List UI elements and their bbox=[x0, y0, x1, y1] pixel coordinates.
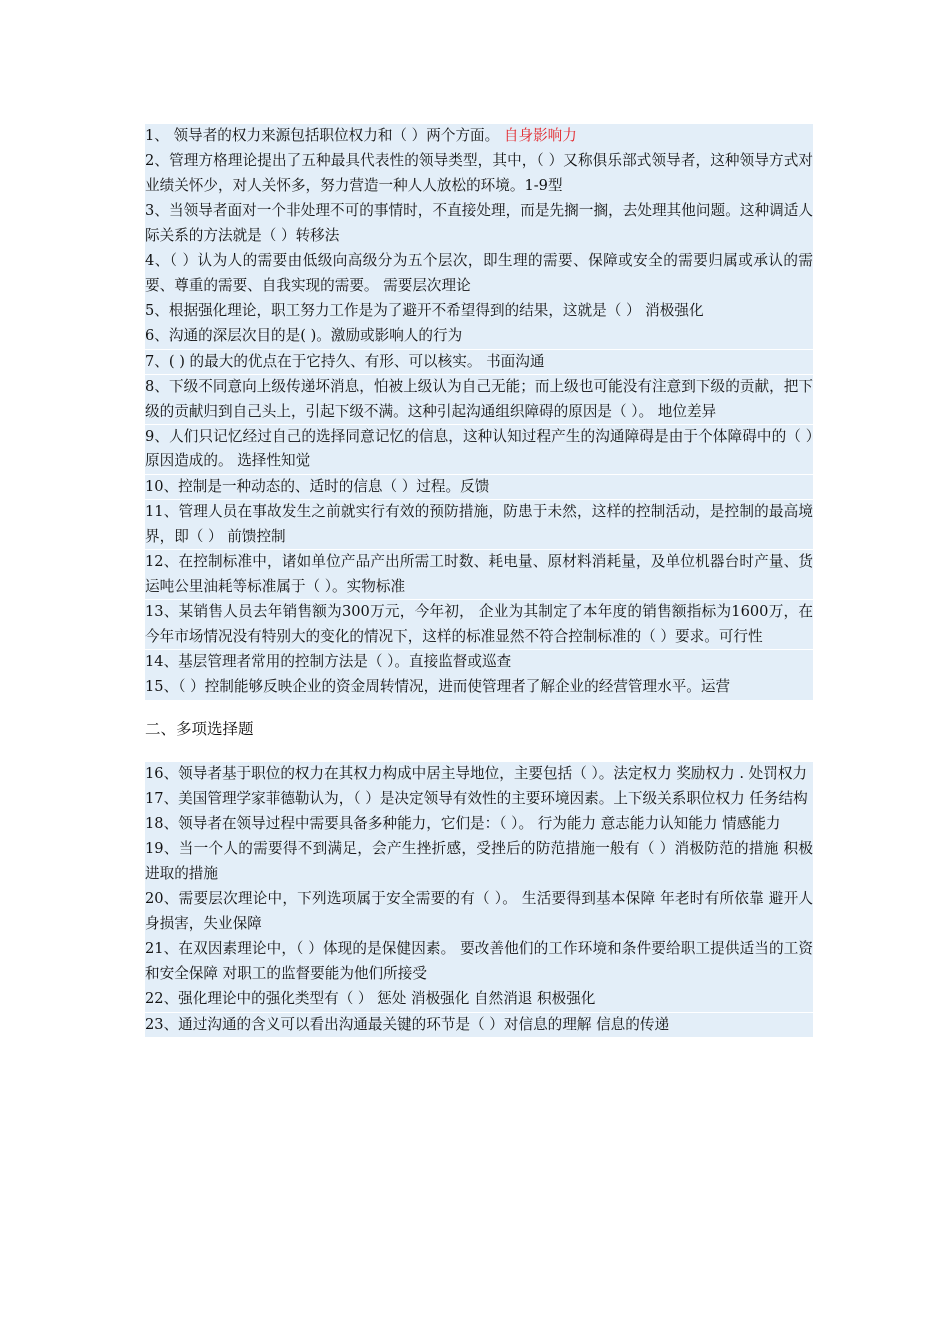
question-answer: 法定权力 奖励权力 . 处罚权力 bbox=[613, 764, 808, 782]
question-number: 8、 bbox=[145, 377, 169, 395]
question-text: 根据强化理论，职工努力工作是为了避开不希望得到的结果，这就是（ ） bbox=[168, 302, 646, 320]
question-text: 沟通的深层次目的是( )。 bbox=[168, 327, 331, 345]
question-number: 14、 bbox=[145, 652, 179, 670]
question-text: 强化理论中的强化类型有（ ） bbox=[178, 990, 378, 1008]
question-text: 在控制标准中，诸如单位产品产出所需工时数、耗电量、原材料消耗量，及单位机器台时产量、货运吨公里油耗等标准属于（ ）。 bbox=[145, 552, 813, 595]
question-text: 管理方格理论提出了五种最具代表性的领导类型，其中，（ ）又称俱乐部式领导者，这种领导方式对业绩关怀少，对人关怀多，努力营造一种人人放松的环境。 bbox=[145, 152, 814, 194]
question-number: 23、 bbox=[145, 1015, 179, 1033]
question-answer: 惩处 消极强化 自然消退 积极强化 bbox=[377, 990, 596, 1008]
question-13 bbox=[145, 600, 813, 650]
question-text: 需要层次理论中，下列选项属于安全需要的有（ ）。 bbox=[178, 890, 522, 908]
question-14 bbox=[145, 650, 813, 675]
question-10 bbox=[145, 475, 813, 500]
question-text: 领导者的权力来源包括职位权力和（ ）两个方面。 bbox=[168, 127, 504, 144]
question-18 bbox=[145, 812, 813, 837]
question-text: （ ）控制能够反映企业的资金周转情况，进而使管理者了解企业的经营管理水平。 bbox=[178, 678, 701, 695]
question-text: 领导者在领导过程中需要具备多种能力，它们是：（ ）。 bbox=[178, 815, 538, 833]
section-heading: 二、多项选择题 bbox=[145, 719, 254, 738]
question-number: 2、 bbox=[145, 152, 170, 170]
question-number: 12、 bbox=[145, 552, 179, 570]
question-number: 10、 bbox=[145, 477, 179, 495]
question-text: 通过沟通的含义可以看出沟通最关键的环节是（ ） bbox=[178, 1015, 504, 1033]
question-answer: 自身影响力 bbox=[503, 127, 577, 144]
question-number: 19、 bbox=[145, 840, 179, 858]
question-text: 美国管理学家菲德勒认为，（ ）是决定领导有效性的主要环境因素。 bbox=[178, 789, 614, 807]
question-12 bbox=[145, 550, 813, 600]
question-number: 15、 bbox=[145, 678, 179, 695]
question-number: 16、 bbox=[145, 764, 179, 782]
question-number: 5、 bbox=[145, 302, 169, 320]
question-20 bbox=[145, 887, 813, 937]
question-22 bbox=[145, 987, 813, 1012]
question-text: 控制是一种动态的、适时的信息（ ）过程。 bbox=[178, 477, 461, 495]
question-answer: 激励或影响人的行为 bbox=[330, 327, 463, 345]
question-21 bbox=[145, 937, 813, 987]
question-answer: 消极防范的措施 积极进取的措施 bbox=[145, 840, 814, 883]
question-11 bbox=[145, 500, 813, 550]
question-number: 17、 bbox=[145, 789, 179, 807]
question-text: 当领导者面对一个非处理不可的事情时，不直接处理，而是先搁一搁，去处理其他问题。这种调适人际关系的方法就是（ ） bbox=[145, 202, 813, 244]
question-text: 某销售人员去年销售额为300万元，今年初， 企业为其制定了本年度的销售额指标为1600万，在今年市场情况没有特别大的变化的情况下，这样的标准显然不符合控制标准的（ ）要求。 bbox=[145, 602, 813, 645]
question-number: 4、 bbox=[145, 252, 170, 270]
question-number: 11、 bbox=[145, 502, 179, 520]
question-number: 22、 bbox=[145, 990, 179, 1008]
question-answer: 要改善他们的工作环境和条件要给职工提供适当的工资和安全保障 对职工的监督要能为他们所接受 bbox=[145, 940, 813, 983]
question-answer: 生活要得到基本保障 年老时有所依靠 避开人身损害，失业保障 bbox=[145, 890, 814, 933]
question-3 bbox=[145, 199, 813, 249]
question-8 bbox=[145, 375, 813, 425]
question-number: 6、 bbox=[145, 327, 169, 345]
question-text: 基层管理者常用的控制方法是（ ）。 bbox=[178, 652, 410, 670]
question-15 bbox=[145, 675, 813, 700]
question-answer: 反馈 bbox=[460, 477, 490, 495]
question-text: （ ）认为人的需要由低级向高级分为五个层次，即生理的需要、保障或安全的需要归属或承认的需要、尊重的需要、自我实现的需要。 bbox=[145, 252, 813, 294]
question-answer: 需要层次理论 bbox=[383, 276, 471, 294]
question-2 bbox=[145, 149, 813, 199]
question-16 bbox=[145, 762, 813, 787]
question-answer: 1-9型 bbox=[524, 176, 563, 194]
question-17 bbox=[145, 787, 813, 812]
question-text: 管理人员在事故发生之前就实行有效的预防措施，防患于未然，这样的控制活动，是控制的最高境界，即（ ） bbox=[145, 502, 813, 545]
question-answer: 可行性 bbox=[718, 627, 763, 645]
question-answer: 直接监督或巡查 bbox=[409, 652, 512, 670]
question-text: ( ) 的最大的优点在于它持久、有形、可以核实。 bbox=[168, 352, 487, 370]
question-1 bbox=[145, 124, 813, 149]
question-text: 下级不同意向上级传递坏消息，怕被上级认为自己无能；而上级也可能没有注意到下级的贡献，把下级的贡献归到自己头上，引起下级不满。这种引起沟通组织障碍的原因是（ ）。 bbox=[145, 377, 813, 420]
question-answer: 运营 bbox=[700, 678, 731, 695]
document-content bbox=[145, 124, 813, 1038]
question-23 bbox=[145, 1013, 813, 1038]
question-number: 13、 bbox=[145, 602, 179, 620]
question-answer: 前馈控制 bbox=[227, 527, 286, 545]
question-answer: 书面沟通 bbox=[486, 352, 545, 370]
multiple-choice-questions bbox=[145, 762, 813, 1038]
question-answer: 行为能力 意志能力认知能力 情感能力 bbox=[537, 815, 781, 833]
question-number: 7、 bbox=[145, 352, 169, 370]
question-answer: 转移法 bbox=[295, 226, 340, 244]
question-text: 人们只记忆经过自己的选择同意记忆的信息，这种认知过程产生的沟通障碍是由于个体障碍中的（ ）原因造成的。 bbox=[145, 427, 814, 470]
question-number: 1、 bbox=[145, 127, 169, 144]
question-number: 3、 bbox=[145, 202, 169, 220]
question-answer: 选择性知觉 bbox=[237, 452, 311, 470]
question-number: 20、 bbox=[145, 890, 179, 908]
question-text: 当一个人的需要得不到满足，会产生挫折感，受挫后的防范措施一般有（ ） bbox=[178, 840, 675, 858]
question-answer: 实物标准 bbox=[346, 577, 406, 595]
fill-in-questions bbox=[145, 124, 813, 700]
question-5 bbox=[145, 299, 813, 324]
question-4 bbox=[145, 249, 813, 299]
question-text: 在双因素理论中，（ ）体现的是保健因素。 bbox=[178, 940, 461, 958]
question-6 bbox=[145, 324, 813, 349]
question-7 bbox=[145, 350, 813, 375]
question-number: 9、 bbox=[145, 427, 170, 445]
question-answer: 消极强化 bbox=[645, 302, 704, 320]
question-answer: 对信息的理解 信息的传递 bbox=[503, 1015, 670, 1033]
question-9 bbox=[145, 425, 813, 475]
question-text: 领导者基于职位的权力在其权力构成中居主导地位，主要包括（ ）。 bbox=[178, 764, 614, 782]
question-19 bbox=[145, 837, 813, 887]
question-answer: 上下级关系职位权力 任务结构 bbox=[613, 789, 808, 807]
question-number: 21、 bbox=[145, 940, 179, 958]
question-answer: 地位差异 bbox=[657, 402, 717, 420]
question-number: 18、 bbox=[145, 815, 179, 833]
